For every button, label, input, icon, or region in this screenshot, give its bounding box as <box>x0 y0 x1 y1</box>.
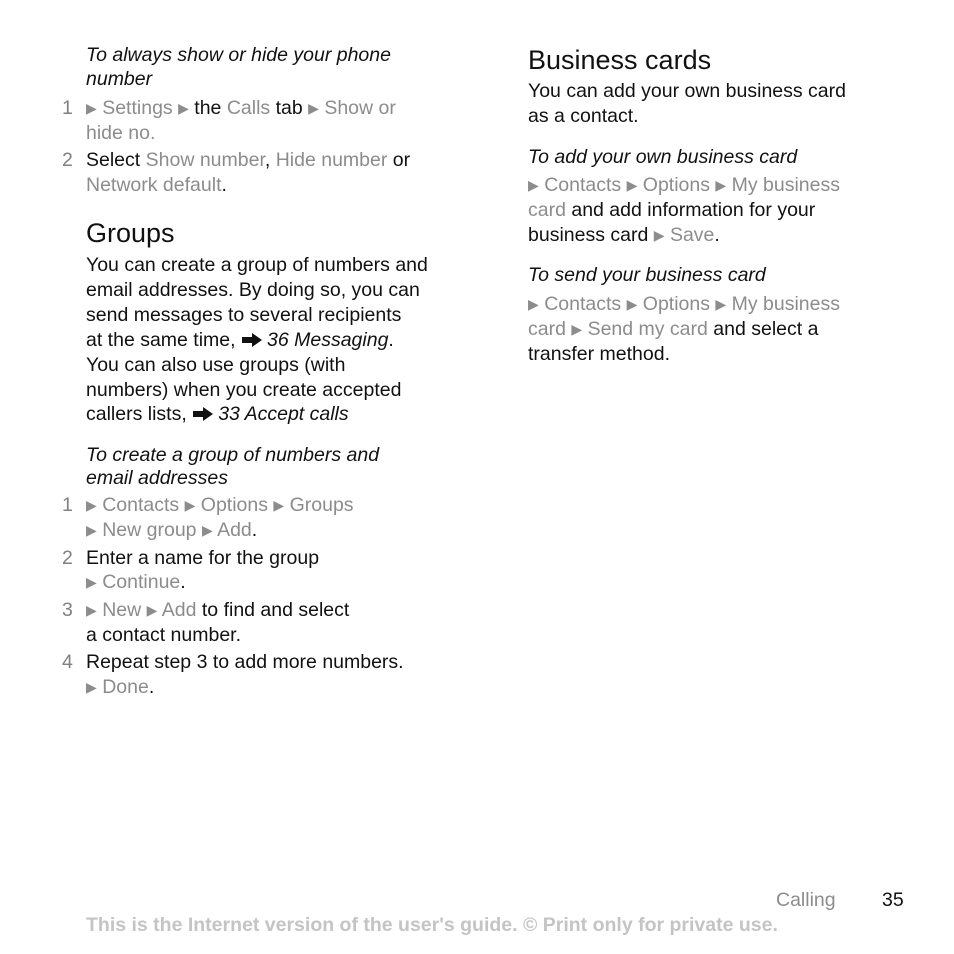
menu-new-group: New group <box>102 519 197 541</box>
menu-continue: Continue <box>102 571 181 593</box>
groups-body-5: You can also use groups (with <box>86 354 346 376</box>
menu-options: Options <box>642 174 710 196</box>
text-period: . <box>148 676 155 698</box>
add-own-card-line-1 <box>528 173 840 199</box>
menu-show-or: Show or <box>324 97 396 119</box>
page-number: 35 <box>882 889 904 911</box>
add-own-card-heading: To add your own business card <box>528 146 798 168</box>
nav-arrow-icon: ▶ <box>86 574 97 590</box>
nav-arrow-icon: ▶ <box>528 177 539 193</box>
nav-arrow-icon: ▶ <box>86 100 97 116</box>
cross-reference-arrow-icon <box>192 406 214 422</box>
nav-arrow-icon: ▶ <box>308 100 319 116</box>
send-text-1: and select a <box>713 318 819 340</box>
nav-arrow-icon: ▶ <box>626 177 638 193</box>
groups-body-7-text: callers lists, <box>86 403 187 425</box>
show-hide-step-1 <box>62 96 396 122</box>
nav-arrow-icon: ▶ <box>715 296 727 312</box>
create-group-step-2-cont <box>86 570 186 596</box>
nav-arrow-icon: ▶ <box>273 497 285 513</box>
nav-arrow-icon: ▶ <box>571 321 583 337</box>
nav-arrow-icon: ▶ <box>86 522 97 538</box>
step-number: 2 <box>62 547 73 569</box>
menu-done: Done <box>102 676 149 698</box>
groups-body-7 <box>86 402 349 427</box>
nav-arrow-icon: ▶ <box>184 497 196 513</box>
text-period: . <box>251 519 258 541</box>
create-group-heading-line1: To create a group of numbers and <box>86 444 380 466</box>
menu-card: card <box>528 199 566 221</box>
show-hide-step-2 <box>62 148 411 173</box>
nav-arrow-icon: ▶ <box>653 227 665 243</box>
create-group-step-1 <box>62 493 354 519</box>
menu-hide-number: Hide number <box>275 149 388 171</box>
step-number: 1 <box>62 494 73 516</box>
show-hide-heading-line1: To always show or hide your phone <box>86 44 391 66</box>
text-period: . <box>221 174 227 196</box>
text-the: the <box>194 97 222 119</box>
create-group-step-3 <box>62 598 350 624</box>
nav-arrow-icon: ▶ <box>178 100 189 116</box>
send-card-line-2 <box>528 317 818 343</box>
menu-settings: Settings <box>102 97 173 119</box>
step-number: 2 <box>62 149 73 171</box>
menu-new: New <box>102 599 142 621</box>
nav-arrow-icon: ▶ <box>86 679 97 695</box>
menu-groups: Groups <box>289 494 354 516</box>
nav-arrow-icon: ▶ <box>86 497 97 513</box>
menu-options: Options <box>642 293 710 315</box>
show-hide-step-1-cont <box>86 121 155 146</box>
text-tab: tab <box>275 97 303 119</box>
menu-send-my-card: Send my card <box>587 318 708 340</box>
add-own-text-2: business card <box>528 224 649 246</box>
text-period: . <box>180 571 186 593</box>
nav-arrow-icon: ▶ <box>86 602 97 618</box>
business-intro-1: You can add your own business card <box>528 80 846 102</box>
business-intro-2: as a contact. <box>528 105 639 127</box>
step-4-text: Repeat step 3 to add more numbers. <box>86 651 404 673</box>
cross-reference-arrow-icon <box>241 332 263 348</box>
nav-arrow-icon: ▶ <box>715 177 727 193</box>
show-hide-step-2-cont <box>86 173 227 198</box>
create-group-heading-line2: email addresses <box>86 467 228 489</box>
groups-body-1: You can create a group of numbers and <box>86 254 428 276</box>
nav-arrow-icon: ▶ <box>528 296 539 312</box>
menu-save: Save <box>669 224 715 246</box>
create-group-step-4 <box>62 650 404 675</box>
create-group-step-1-cont <box>86 518 257 544</box>
menu-add: Add <box>161 599 197 621</box>
menu-my-business: My business <box>731 293 840 315</box>
text-period: . <box>714 224 720 246</box>
step-2-text: Enter a name for the group <box>86 547 320 569</box>
groups-body-6: numbers) when you create accepted <box>86 379 402 401</box>
add-own-text-1: and add information for your <box>571 199 816 221</box>
text-or: or <box>392 149 411 171</box>
business-cards-title: Business cards <box>528 45 712 75</box>
menu-calls: Calls <box>226 97 271 119</box>
text-comma: , <box>264 149 271 171</box>
menu-contacts: Contacts <box>544 174 622 196</box>
menu-show-number: Show number <box>145 149 265 171</box>
menu-add: Add <box>217 519 252 541</box>
step-number: 4 <box>62 651 73 673</box>
menu-contacts: Contacts <box>102 494 180 516</box>
menu-hide-no: hide no. <box>86 122 156 144</box>
xref-messaging[interactable]: 36 Messaging <box>267 329 389 351</box>
menu-contacts: Contacts <box>544 293 622 315</box>
footer-section-name: Calling <box>776 889 836 911</box>
nav-arrow-icon: ▶ <box>626 296 638 312</box>
send-card-heading: To send your business card <box>528 264 766 286</box>
create-group-step-2 <box>62 546 320 571</box>
add-own-card-line-3 <box>528 223 720 249</box>
menu-my-business: My business <box>731 174 840 196</box>
create-group-step-4-cont <box>86 675 154 701</box>
nav-arrow-icon: ▶ <box>146 602 158 618</box>
menu-card: card <box>528 318 566 340</box>
menu-options: Options <box>200 494 268 516</box>
create-group-step-3-cont: a contact number. <box>86 624 242 646</box>
step-number: 3 <box>62 599 73 621</box>
show-hide-heading-line2: number <box>86 68 153 90</box>
send-card-line-3: transfer method. <box>528 343 670 365</box>
groups-title: Groups <box>86 218 175 248</box>
xref-accept-calls[interactable]: 33 Accept calls <box>218 403 349 425</box>
groups-body-4-text: at the same time, <box>86 329 236 351</box>
groups-body-4 <box>86 328 394 353</box>
menu-network-default: Network default <box>86 174 222 196</box>
groups-body-3: send messages to several recipients <box>86 304 402 326</box>
text-period: . <box>388 329 394 351</box>
text-select: Select <box>86 149 141 171</box>
groups-body-2: email addresses. By doing so, you can <box>86 279 420 301</box>
add-own-card-line-2 <box>528 198 815 223</box>
footer-disclaimer: This is the Internet version of the user's guide. © Print only for private use. <box>86 914 778 936</box>
step-3-text: to find and select <box>201 599 350 621</box>
send-card-line-1 <box>528 292 840 318</box>
step-number: 1 <box>62 97 73 119</box>
nav-arrow-icon: ▶ <box>201 522 213 538</box>
